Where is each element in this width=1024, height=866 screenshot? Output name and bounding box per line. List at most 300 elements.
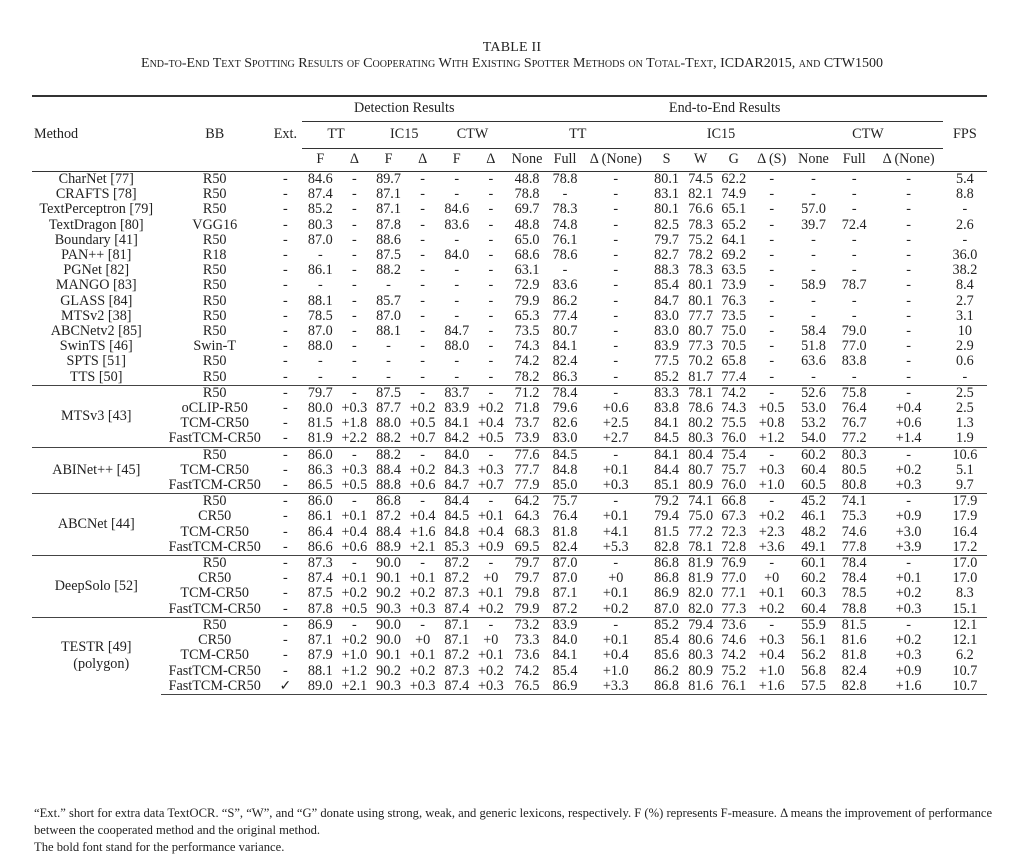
value-cell: +0 xyxy=(415,632,431,649)
value-cell: - xyxy=(352,201,357,218)
group-method-name xyxy=(32,447,161,494)
table-row xyxy=(32,556,987,572)
value-cell: - xyxy=(352,323,357,340)
table-row xyxy=(32,494,987,510)
value-cell: +0.2 xyxy=(895,632,922,649)
subheader-cell: F xyxy=(316,151,325,168)
value-cell: 80.1 xyxy=(688,277,714,294)
value-cell: - xyxy=(475,556,506,572)
value-cell: 82.4 xyxy=(552,353,578,370)
value-cell: +0.4 xyxy=(758,647,785,664)
backbone: R50 xyxy=(202,231,227,248)
method-name: ABCNetv2 [85] xyxy=(50,323,142,340)
value-cell: 86.1 xyxy=(307,262,333,279)
value-cell: 86.3 xyxy=(307,461,333,478)
table-row xyxy=(32,633,987,648)
value-cell: - xyxy=(613,323,619,340)
value-cell: 2.9 xyxy=(956,338,974,355)
value-cell: 57.0 xyxy=(801,201,826,218)
value-cell: 75.0 xyxy=(721,323,747,340)
value-cell: 60.4 xyxy=(801,600,826,617)
table-row xyxy=(32,648,987,663)
value-cell: 74.3 xyxy=(721,400,747,417)
value-cell: 73.9 xyxy=(721,277,747,294)
value-cell: 69.5 xyxy=(514,538,540,555)
value-cell: - xyxy=(420,262,425,279)
value-cell: 72.8 xyxy=(721,538,747,555)
value-cell: 0.6 xyxy=(956,353,974,370)
table-row xyxy=(32,679,987,695)
backbone: R50 xyxy=(202,368,227,385)
value-cell: +0.4 xyxy=(602,647,629,664)
value-cell: 76.0 xyxy=(721,430,747,447)
value-cell: 87.3 xyxy=(444,662,470,679)
ext-flag: - xyxy=(269,556,302,572)
value-cell: - xyxy=(851,186,857,203)
value-cell: 80.6 xyxy=(688,632,714,649)
table-row xyxy=(32,664,987,679)
value-cell: - xyxy=(811,231,816,248)
value-cell: 87.8 xyxy=(376,216,401,233)
value-cell: - xyxy=(420,247,425,264)
value-cell: 83.3 xyxy=(649,385,684,401)
method-name: SwinTS [46] xyxy=(59,338,133,355)
value-cell: +0 xyxy=(608,570,624,587)
value-cell: 76.0 xyxy=(721,477,747,494)
value-cell: 74.2 xyxy=(514,662,540,679)
value-cell: - xyxy=(906,231,911,248)
value-cell: 45.2 xyxy=(793,494,834,510)
value-cell: - xyxy=(851,368,857,385)
value-cell: 87.2 xyxy=(552,600,578,617)
table-row xyxy=(32,202,987,217)
value-cell: 88.1 xyxy=(307,662,333,679)
backbone: R50 xyxy=(161,385,269,401)
value-cell: 2.5 xyxy=(956,400,974,417)
table-note: “Ext.” short for extra data TextOCR. “S”, “W”, and “G” donate using strong, weak, and generic lexicons, respectively. F (%) represents F-measure. Δ means the improvement of performance between the cooperated method and the original method. xyxy=(34,806,993,837)
table-row xyxy=(32,263,987,278)
value-cell: 73.7 xyxy=(514,415,540,432)
method-name: TextPerceptron [79] xyxy=(39,201,154,218)
method-name: CharNet [77] xyxy=(32,172,161,188)
value-cell: - xyxy=(386,353,391,370)
value-cell: - xyxy=(874,172,942,188)
value-cell: +0.2 xyxy=(477,662,504,679)
value-cell: +2.2 xyxy=(341,430,368,447)
value-cell: 79.9 xyxy=(514,600,540,617)
value-cell: - xyxy=(317,247,323,264)
table-row xyxy=(32,602,987,618)
value-cell: 81.6 xyxy=(684,679,717,695)
value-cell: 87.2 xyxy=(444,570,470,587)
value-cell: 60.2 xyxy=(801,570,826,587)
value-cell: - xyxy=(769,216,775,233)
value-cell: 78.3 xyxy=(688,262,714,279)
value-cell: 87.5 xyxy=(307,585,333,602)
value-cell: - xyxy=(317,368,323,385)
value-cell: - xyxy=(420,292,425,309)
value-cell: 77.0 xyxy=(841,338,867,355)
value-cell: 84.1 xyxy=(552,647,578,664)
value-cell: +1.4 xyxy=(895,430,922,447)
value-cell: 67.3 xyxy=(721,508,747,525)
value-cell: - xyxy=(454,353,460,370)
value-cell: - xyxy=(750,172,793,188)
value-cell: 85.3 xyxy=(444,538,470,555)
value-cell: 54.0 xyxy=(801,430,826,447)
subheader-cell: W xyxy=(693,151,708,168)
value-cell: 76.4 xyxy=(841,400,867,417)
value-cell: - xyxy=(769,368,775,385)
table-row xyxy=(32,478,987,494)
value-cell: - xyxy=(420,231,425,248)
value-cell: 84.7 xyxy=(654,292,679,309)
value-cell: 74.5 xyxy=(684,172,717,188)
value-cell: 84.6 xyxy=(444,201,470,218)
ext-flag: - xyxy=(283,186,288,203)
value-cell: 85.4 xyxy=(654,632,679,649)
value-cell: 86.5 xyxy=(307,477,333,494)
value-cell: - xyxy=(475,172,506,188)
value-cell: 77.9 xyxy=(514,477,540,494)
value-cell: - xyxy=(454,186,460,203)
value-cell: 17.9 xyxy=(943,494,987,510)
value-cell: - xyxy=(583,556,650,572)
value-cell: 80.7 xyxy=(688,323,714,340)
value-cell: 87.4 xyxy=(307,186,333,203)
value-cell: 51.8 xyxy=(801,338,826,355)
method-name: TESTR [49] xyxy=(60,639,132,656)
value-cell: 76.9 xyxy=(717,556,750,572)
value-cell: +2.5 xyxy=(602,415,629,432)
value-cell: 74.8 xyxy=(552,216,578,233)
value-cell: - xyxy=(352,277,357,294)
value-cell: - xyxy=(339,172,370,188)
value-cell: - xyxy=(613,262,619,279)
value-cell: 87.1 xyxy=(376,186,401,203)
ext-flag: - xyxy=(269,447,302,463)
value-cell: - xyxy=(488,277,494,294)
value-cell: - xyxy=(793,172,834,188)
value-cell: - xyxy=(874,447,942,463)
value-cell: 87.0 xyxy=(552,570,578,587)
table-row xyxy=(32,617,987,633)
value-cell: +0.1 xyxy=(341,570,368,587)
value-cell: 80.2 xyxy=(688,415,714,432)
ext-flag: - xyxy=(283,523,288,540)
value-cell: - xyxy=(352,292,357,309)
value-cell: - xyxy=(769,338,775,355)
value-cell: 84.8 xyxy=(444,523,470,540)
value-cell: 75.5 xyxy=(721,415,747,432)
value-cell: 81.6 xyxy=(841,632,867,649)
ext-flag: - xyxy=(283,570,288,587)
value-cell: 74.2 xyxy=(721,647,747,664)
value-cell: - xyxy=(769,353,775,370)
method-name: CRAFTS [78] xyxy=(55,186,137,203)
value-cell: 87.0 xyxy=(307,231,333,248)
subheader-cell: Δ xyxy=(486,151,496,168)
value-cell: 52.6 xyxy=(793,385,834,401)
e2e-results-header: End-to-End Results xyxy=(507,96,943,122)
value-cell: 8.8 xyxy=(956,186,974,203)
method-name: DeepSolo [52] xyxy=(54,577,138,594)
method-variant: (polygon) xyxy=(73,656,130,673)
value-cell: 56.2 xyxy=(801,647,826,664)
value-cell: 87.7 xyxy=(376,400,401,417)
backbone: R50 xyxy=(202,186,227,203)
value-cell: 90.1 xyxy=(376,647,401,664)
value-cell: +0.2 xyxy=(409,461,436,478)
subheader-cell: None xyxy=(798,151,829,168)
value-cell: 70.5 xyxy=(721,338,747,355)
method-name: MTSv2 [38] xyxy=(60,307,132,324)
ext-flag: ✓ xyxy=(269,679,302,695)
value-cell: 83.8 xyxy=(654,400,679,417)
backbone: TCM-CR50 xyxy=(180,461,249,478)
value-cell: - xyxy=(420,353,425,370)
table-row xyxy=(32,447,987,463)
value-cell: 73.2 xyxy=(507,617,548,633)
value-cell: +1.0 xyxy=(758,662,785,679)
value-cell: - xyxy=(750,617,793,633)
table-row xyxy=(32,354,987,369)
value-cell: 84.1 xyxy=(552,338,578,355)
value-cell: +0.6 xyxy=(409,477,436,494)
value-cell: - xyxy=(488,292,494,309)
value-cell: 76.4 xyxy=(552,508,578,525)
value-cell: - xyxy=(583,385,650,401)
method-header: Method xyxy=(34,126,79,143)
method-name: ABINet++ [45] xyxy=(52,461,141,478)
value-cell: - xyxy=(583,447,650,463)
value-cell: 46.1 xyxy=(801,508,826,525)
value-cell: - xyxy=(769,292,775,309)
value-cell: 86.4 xyxy=(307,523,333,540)
value-cell: 74.6 xyxy=(841,523,867,540)
value-cell: 73.6 xyxy=(717,617,750,633)
value-cell: 83.7 xyxy=(438,385,475,401)
value-cell: 76.7 xyxy=(841,415,867,432)
results-table xyxy=(32,95,987,695)
value-cell: - xyxy=(811,262,816,279)
value-cell: 2.6 xyxy=(956,216,974,233)
table-row xyxy=(32,385,987,401)
value-cell: 79.7 xyxy=(302,385,339,401)
value-cell: 88.4 xyxy=(376,523,401,540)
value-cell: +1.0 xyxy=(758,477,785,494)
value-cell: 74.3 xyxy=(514,338,540,355)
value-cell: - xyxy=(851,292,857,309)
value-cell: - xyxy=(488,247,494,264)
ext-flag: - xyxy=(283,538,288,555)
value-cell: 75.8 xyxy=(834,385,874,401)
value-cell: 55.9 xyxy=(793,617,834,633)
method-name: SPTS [51] xyxy=(66,353,127,370)
value-cell: - xyxy=(488,353,494,370)
value-cell: - xyxy=(750,494,793,510)
group-method-name xyxy=(32,385,161,447)
value-cell: +0.1 xyxy=(477,647,504,664)
value-cell: - xyxy=(420,201,425,218)
value-cell: 90.1 xyxy=(376,570,401,587)
value-cell: 86.0 xyxy=(302,494,339,510)
method-name: ABCNet [44] xyxy=(57,516,135,533)
value-cell: 79.9 xyxy=(514,292,540,309)
value-cell: - xyxy=(874,494,942,510)
det-ctw-header: CTW xyxy=(438,122,506,149)
value-cell: 78.6 xyxy=(552,247,578,264)
value-cell: 86.8 xyxy=(649,556,684,572)
value-cell: - xyxy=(769,231,775,248)
value-cell: 88.8 xyxy=(376,477,401,494)
backbone: TCM-CR50 xyxy=(180,523,249,540)
value-cell: +0.1 xyxy=(409,647,436,664)
value-cell: +3.3 xyxy=(583,679,650,695)
value-cell: 80.1 xyxy=(688,292,714,309)
ext-flag: - xyxy=(283,262,288,279)
value-cell: 87.4 xyxy=(438,679,475,695)
ext-flag: - xyxy=(283,415,288,432)
value-cell: 86.2 xyxy=(654,662,679,679)
value-cell: +0.1 xyxy=(602,585,629,602)
value-cell: 79.8 xyxy=(514,585,540,602)
value-cell: - xyxy=(906,186,911,203)
value-cell: - xyxy=(851,247,857,264)
value-cell: 77.8 xyxy=(841,538,867,555)
value-cell: 12.1 xyxy=(943,617,987,633)
value-cell: +0.3 xyxy=(895,600,922,617)
value-cell: - xyxy=(420,277,425,294)
value-cell: - xyxy=(420,216,425,233)
value-cell: 63.6 xyxy=(801,353,826,370)
value-cell: +0 xyxy=(483,570,499,587)
value-cell: - xyxy=(613,338,619,355)
value-cell: 74.2 xyxy=(717,385,750,401)
value-cell: 77.1 xyxy=(721,585,747,602)
value-cell: 84.5 xyxy=(548,447,583,463)
value-cell: - xyxy=(407,447,438,463)
value-cell: - xyxy=(339,494,370,510)
value-cell: 80.8 xyxy=(841,477,867,494)
table-row xyxy=(32,248,987,263)
ext-flag: - xyxy=(283,600,288,617)
ext-flag: - xyxy=(269,494,302,510)
value-cell: - xyxy=(906,262,911,279)
backbone: R50 xyxy=(202,277,227,294)
detection-results-header: Detection Results xyxy=(302,96,507,122)
value-cell: 86.8 xyxy=(649,679,684,695)
value-cell: - xyxy=(613,216,619,233)
value-cell: 82.5 xyxy=(654,216,679,233)
value-cell: 53.0 xyxy=(801,400,826,417)
value-cell: - xyxy=(475,617,506,633)
value-cell: +0.8 xyxy=(758,415,785,432)
backbone: CR50 xyxy=(198,570,232,587)
table-row xyxy=(32,294,987,309)
value-cell: +1.6 xyxy=(750,679,793,695)
value-cell: 64.2 xyxy=(507,494,548,510)
value-cell: 90.0 xyxy=(370,617,407,633)
value-cell: +0.1 xyxy=(602,461,629,478)
value-cell: 8.4 xyxy=(956,277,974,294)
value-cell: +0.6 xyxy=(602,400,629,417)
value-cell: 87.0 xyxy=(376,307,401,324)
value-cell: +0.4 xyxy=(341,523,368,540)
group-method-name xyxy=(32,617,161,694)
value-cell: - xyxy=(407,385,438,401)
value-cell: 60.4 xyxy=(801,461,826,478)
value-cell: 78.2 xyxy=(688,247,714,264)
value-cell: 57.5 xyxy=(793,679,834,695)
method-name: MTSv3 [43] xyxy=(60,407,132,424)
value-cell: 88.2 xyxy=(376,262,401,279)
value-cell: 87.0 xyxy=(548,556,583,572)
value-cell: - xyxy=(420,338,425,355)
value-cell: - xyxy=(583,617,650,633)
value-cell: - xyxy=(851,262,857,279)
value-cell: 73.6 xyxy=(514,647,540,664)
value-cell: 65.8 xyxy=(721,353,747,370)
value-cell: 78.8 xyxy=(514,186,540,203)
value-cell: 79.4 xyxy=(654,508,679,525)
value-cell: +0.2 xyxy=(758,508,785,525)
value-cell: +1.6 xyxy=(409,523,436,540)
value-cell: +0.3 xyxy=(407,679,438,695)
value-cell: 87.9 xyxy=(307,647,333,664)
value-cell: - xyxy=(613,277,619,294)
value-cell: 70.2 xyxy=(688,353,714,370)
ext-flag: - xyxy=(283,477,288,494)
value-cell: 77.7 xyxy=(688,307,714,324)
backbone: FastTCM-CR50 xyxy=(168,477,261,494)
value-cell: - xyxy=(352,247,357,264)
value-cell: +0.2 xyxy=(409,585,436,602)
value-cell: +0.6 xyxy=(341,538,368,555)
value-cell: 83.0 xyxy=(654,307,679,324)
value-cell: 88.3 xyxy=(654,262,679,279)
value-cell: - xyxy=(352,216,357,233)
value-cell: +0.7 xyxy=(409,430,436,447)
value-cell: +2.3 xyxy=(758,523,785,540)
ext-flag: - xyxy=(269,617,302,633)
value-cell: 16.4 xyxy=(952,523,978,540)
value-cell: 36.0 xyxy=(952,247,978,264)
value-cell: 87.1 xyxy=(307,632,333,649)
value-cell: 79.7 xyxy=(507,556,548,572)
value-cell: 86.9 xyxy=(302,617,339,633)
ext-flag: - xyxy=(283,430,288,447)
value-cell: 80.1 xyxy=(654,201,679,218)
value-cell: 80.3 xyxy=(307,216,333,233)
value-cell: 88.9 xyxy=(376,538,401,555)
value-cell: +0.3 xyxy=(895,477,922,494)
value-cell: 86.3 xyxy=(552,368,578,385)
value-cell: +0.1 xyxy=(895,570,922,587)
value-cell: - xyxy=(339,617,370,633)
subheader-cell: Δ xyxy=(349,151,359,168)
value-cell: +3.9 xyxy=(895,538,922,555)
value-cell: +0.2 xyxy=(341,632,368,649)
subheader-cell: F xyxy=(384,151,393,168)
value-cell: 87.5 xyxy=(376,247,401,264)
value-cell: - xyxy=(962,231,968,248)
value-cell: 88.1 xyxy=(376,323,401,340)
value-cell: - xyxy=(352,353,357,370)
value-cell: - xyxy=(906,307,911,324)
value-cell: 87.3 xyxy=(444,585,470,602)
value-cell: +3.0 xyxy=(895,523,922,540)
